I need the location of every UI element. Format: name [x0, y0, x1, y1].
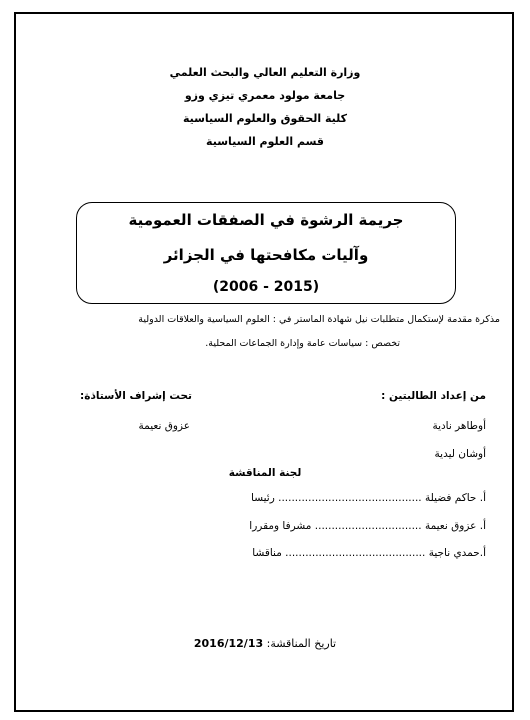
- supervisor-label: تحت إشراف الأستاذة:: [80, 390, 192, 402]
- committee-dots: ...........................................: [278, 492, 422, 504]
- title-line-1: جريمة الرشوة في الصفقات العمومية: [128, 211, 404, 229]
- title-box: [76, 202, 456, 304]
- committee-member-name: أ.حمدي ناجية: [428, 547, 486, 559]
- university-name: جامعة مولود معمري تيزي وزو: [184, 89, 346, 102]
- title-line-2: وآليات مكافحتها في الجزائر: [163, 246, 369, 264]
- defense-date-line: [0, 637, 530, 650]
- supervisor-name: عزوق نعيمة: [138, 420, 190, 432]
- student-name: أوطاهر نادية: [432, 420, 486, 432]
- committee-dots: ..........................................: [285, 547, 426, 559]
- committee-row: [70, 492, 486, 504]
- department-name: قسم العلوم السياسية: [206, 135, 324, 148]
- student-name: أوشان ليدية: [434, 448, 486, 460]
- prepared-by-label: من إعداد الطالبتين :: [381, 390, 486, 402]
- committee-member-name: أ. حاكم فضيلة: [424, 492, 486, 504]
- committee-dots: ................................: [314, 520, 422, 532]
- committee-member-name: أ. عزوق نعيمة: [424, 520, 486, 532]
- thesis-description: مذكرة مقدمة لإستكمال متطلبات نيل شهادة الماستر في : العلوم السياسية والعلاقات الدولية: [138, 314, 500, 325]
- committee-member-role: مشرفا ومقررا: [249, 520, 312, 532]
- committee-row: [70, 520, 486, 532]
- committee-title: لجنة المناقشة: [228, 467, 302, 479]
- defense-date-label: تاريخ المناقشة:: [266, 637, 337, 650]
- faculty-name: كلية الحقوق والعلوم السياسية: [182, 112, 348, 125]
- defense-date: 2016/12/13: [193, 637, 264, 650]
- thesis-specialization: تخصص : سياسات عامة وإدارة الجماعات المحلية.: [205, 338, 400, 349]
- ministry-name: وزارة التعليم العالي والبحث العلمي: [169, 66, 361, 79]
- committee-member-role: مناقشا: [252, 547, 282, 559]
- title-period: (2006 - 2015): [212, 279, 320, 295]
- committee-member-role: رئيسا: [251, 492, 275, 504]
- committee-row: [70, 547, 486, 559]
